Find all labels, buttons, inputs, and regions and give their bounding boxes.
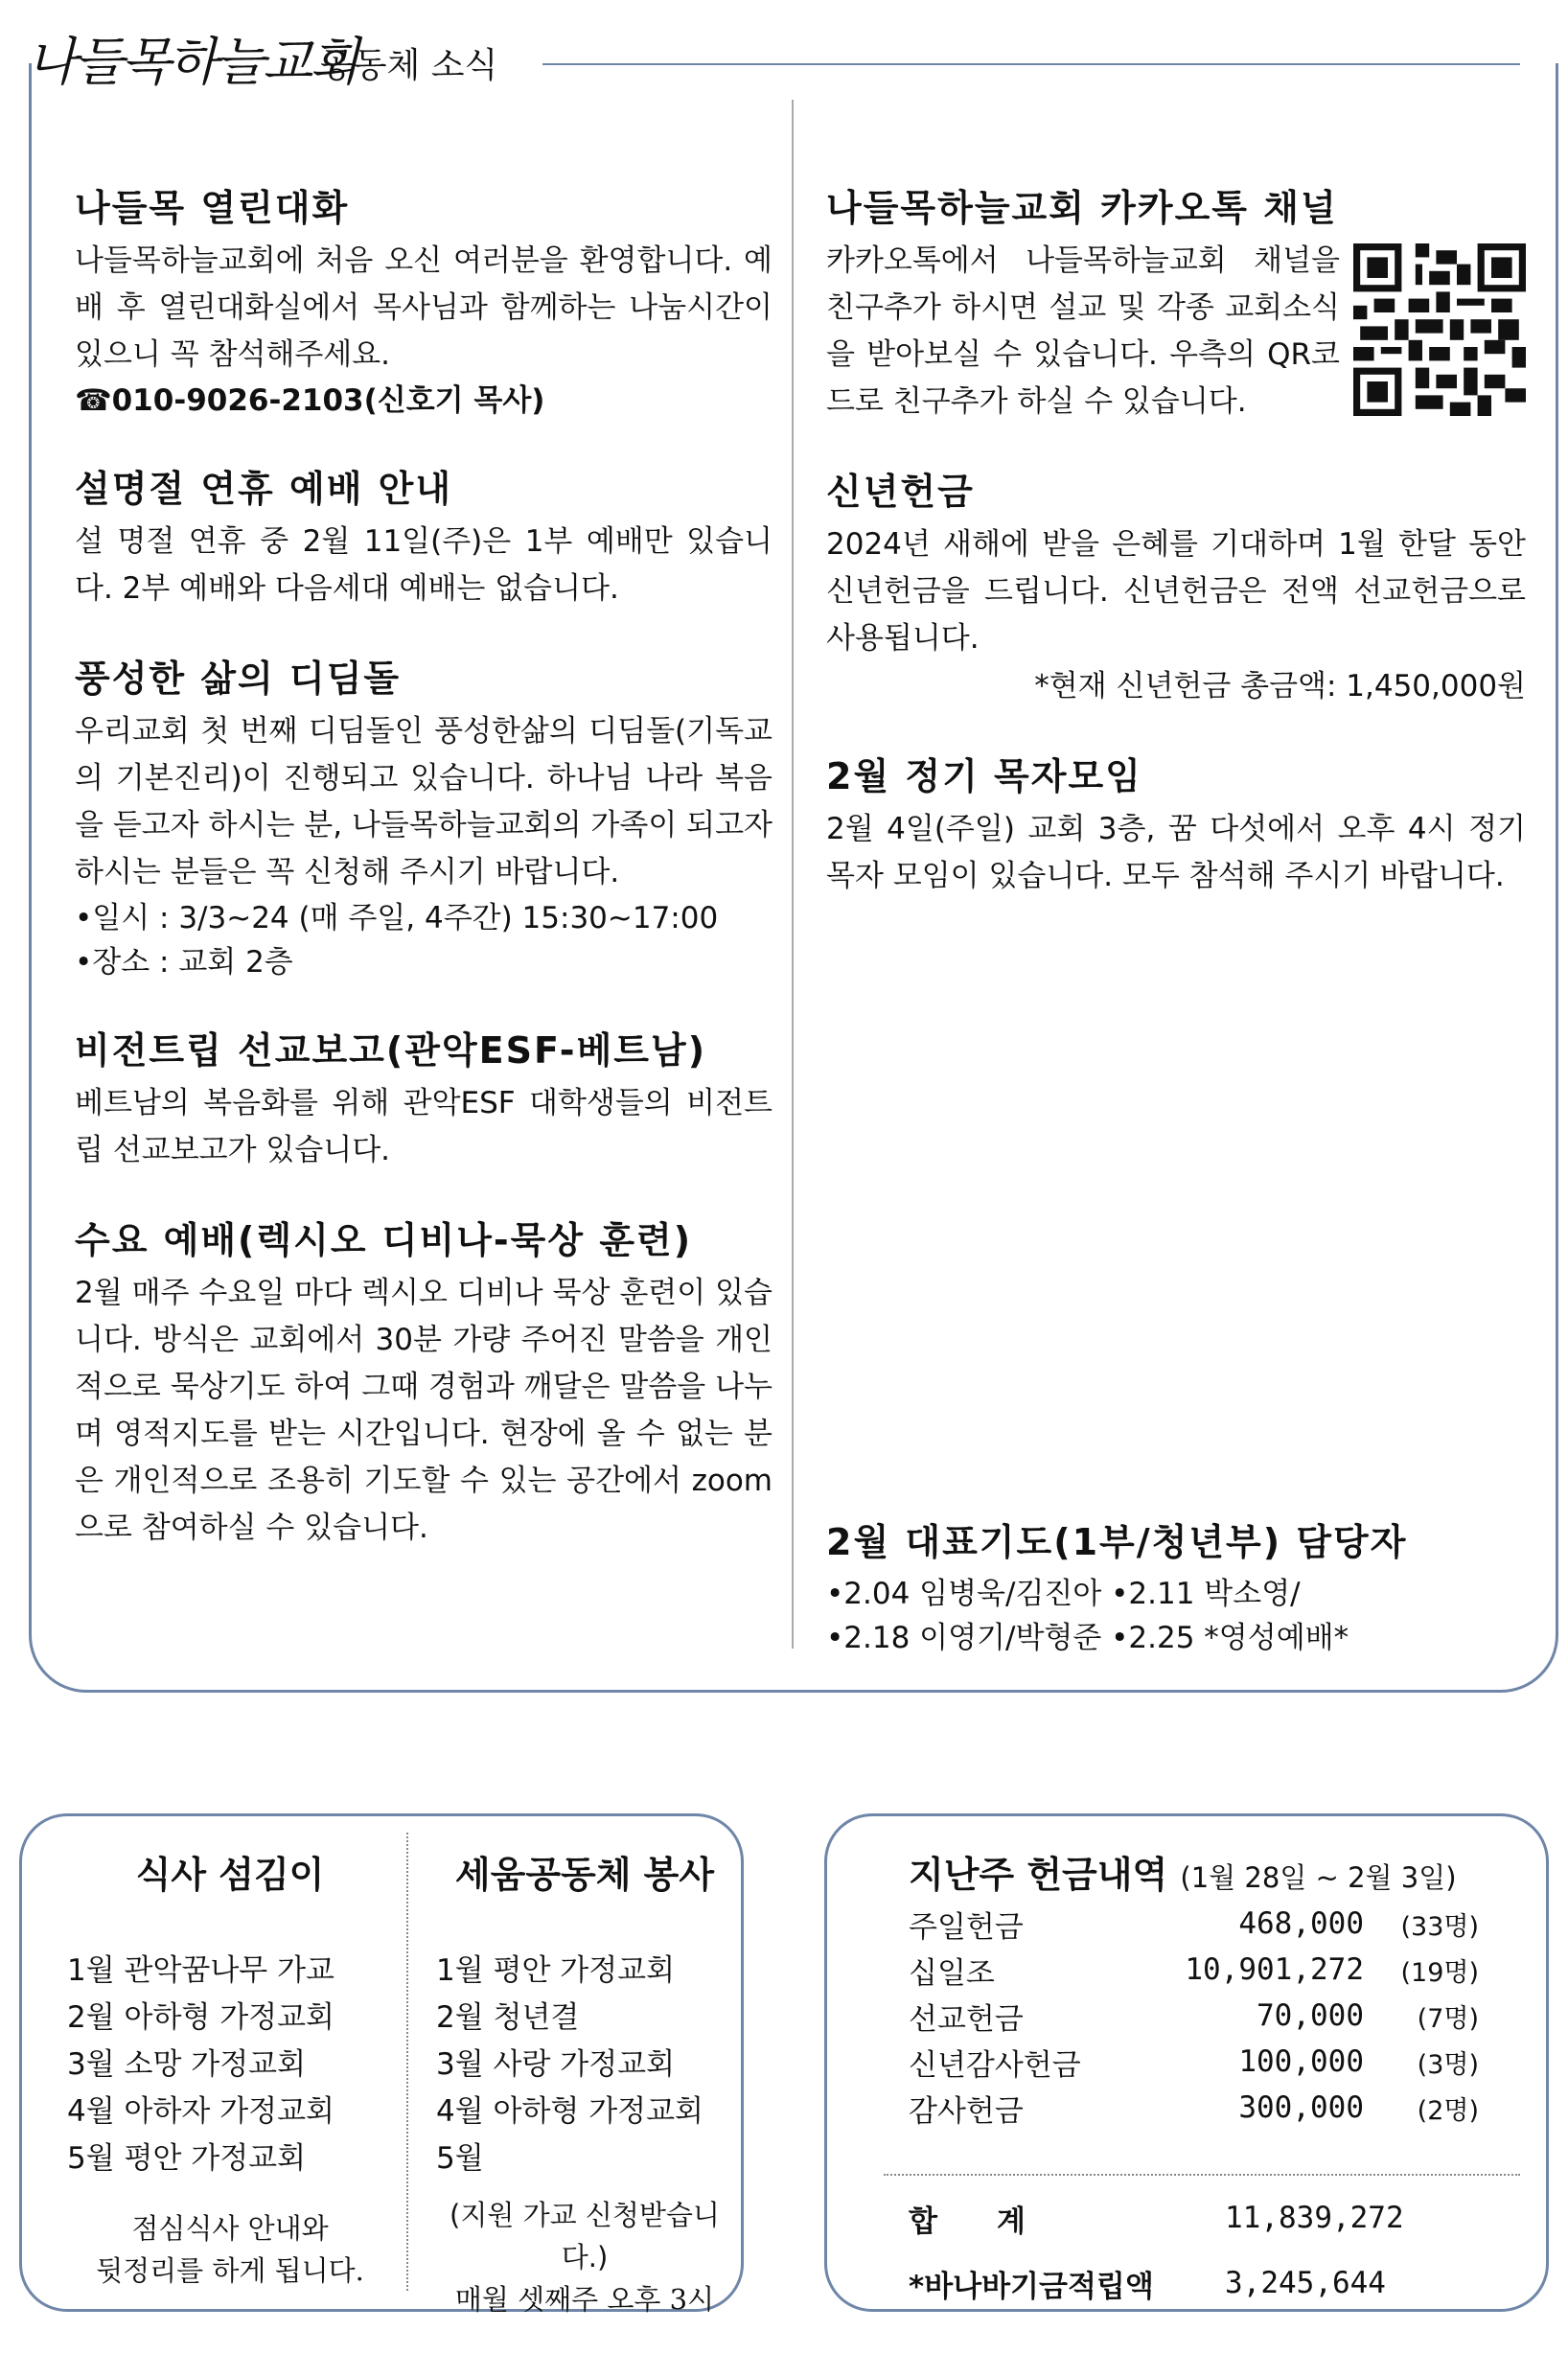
contact-phone: ☎010-9026-2103(신호기 목사) <box>75 383 545 418</box>
offering-label: 주일헌금 <box>909 1909 1024 1945</box>
list-item: 2월 청년결 <box>436 2000 580 2035</box>
meal-note: 점심식사 안내와 <box>131 2212 329 2245</box>
section-title: 나들목하늘교회 카카오톡 채널 <box>826 187 1338 229</box>
right-column <box>826 184 1526 1660</box>
section-body: 우리교회 첫 번째 디딤돌인 풍성한삶의 디딤돌(기독교의 기본진리)이 진행되고 있습니다. 하나님 나라 복음을 듣고자 하시는 분, 나들목하늘교회의 가족이 되고자 하시는 분들은 꼭 신청해 주시기 바랍니다. <box>75 714 772 889</box>
total-amount: 11,839,272 <box>1225 2201 1404 2235</box>
offering-count: (2명) <box>1417 2095 1479 2126</box>
offering-label: 십일조 <box>909 1955 995 1991</box>
banana-row <box>909 2250 1522 2316</box>
list-item: 4월 아하자 가정교회 <box>67 2094 334 2129</box>
list-item: 3월 소망 가정교회 <box>67 2047 307 2082</box>
banana-amount: 3,245,644 <box>1225 2266 1386 2300</box>
section-stepping-stone <box>75 655 772 984</box>
meal-title: 식사 섬김이 <box>135 1854 325 1896</box>
service-note: (지원 가교 신청받습니다.) <box>450 2199 720 2273</box>
column-divider <box>792 100 794 1649</box>
section-title: 설명절 연휴 예배 안내 <box>75 468 453 510</box>
offering-count: (7명) <box>1417 2003 1479 2034</box>
section-kakao-channel <box>826 184 1526 426</box>
section-title: 2월 정기 목자모임 <box>826 755 1142 797</box>
prayer-line: •2.18 이영기/박형준 •2.25 *영성예배* <box>826 1621 1349 1655</box>
offering-amount: 100,000 <box>1238 2044 1364 2079</box>
meal-column <box>67 1845 393 2292</box>
offering-label: 선교헌금 <box>909 2001 1024 2037</box>
section-open-talk <box>75 184 772 423</box>
prayer-line: •2.04 임병욱/김진아 •2.11 박소영/ <box>826 1577 1301 1611</box>
service-box-divider <box>406 1833 408 2291</box>
offering-totals <box>909 2185 1522 2316</box>
list-item: 1월 관악꿈나무 가교 <box>67 1953 334 1988</box>
header-title: 공동체 소식 <box>320 46 498 85</box>
offering-amount: 10,901,272 <box>1185 1952 1364 1987</box>
total-label: 합 계 <box>909 2204 1026 2239</box>
list-item: 5월 <box>436 2141 484 2176</box>
section-prayer-leaders <box>826 1518 1526 1660</box>
kakao-content <box>826 238 1526 426</box>
list-item: 3월 사랑 가정교회 <box>436 2047 676 2082</box>
offering-title <box>909 1845 1457 1898</box>
table-row <box>909 2085 1522 2131</box>
offering-count: (19명) <box>1400 1957 1479 1988</box>
offering-separator <box>884 2174 1520 2176</box>
schedule-place: •장소 : 교회 2층 <box>75 945 293 980</box>
section-body: 베트남의 복음화를 위해 관악ESF 대학생들의 비전트립 선교보고가 있습니다. <box>75 1086 772 1167</box>
service-note: 매월 셋째주 오후 3시 <box>454 2283 715 2316</box>
table-row <box>909 1993 1522 2039</box>
church-logo: 나들목하늘교회 <box>27 32 357 92</box>
section-title: 비전트립 선교보고(관악ESF-베트남) <box>75 1029 707 1072</box>
schedule-time: •일시 : 3/3~24 (매 주일, 4주간) 15:30~17:00 <box>75 901 719 935</box>
section-body: 2024년 새해에 받을 은혜를 기대하며 1월 한달 동안 신년헌금을 드립니다. 신년헌금은 전액 선교헌금으로 사용됩니다. <box>826 527 1526 656</box>
list-item: 4월 아하형 가정교회 <box>436 2094 703 2129</box>
offering-count: (3명) <box>1417 2049 1479 2080</box>
section-title: 풍성한 삶의 디딤돌 <box>75 658 402 700</box>
offering-count: (33명) <box>1400 1911 1479 1942</box>
service-title: 세움공동체 봉사 <box>454 1854 715 1896</box>
section-body: 설 명절 연휴 중 2월 11일(주)은 1부 예배만 있습니다. 2부 예배와 다음세대 예배는 없습니다. <box>75 524 772 606</box>
offering-amount: 300,000 <box>1238 2090 1364 2125</box>
meal-note: 뒷정리를 하게 됩니다. <box>96 2254 364 2287</box>
list-item: 2월 아하형 가정교회 <box>67 2000 334 2035</box>
offering-amount: 468,000 <box>1238 1906 1364 1941</box>
table-row <box>909 1947 1522 1993</box>
section-vision-trip <box>75 1027 772 1174</box>
table-row <box>909 2039 1522 2085</box>
left-column <box>75 184 772 1594</box>
section-title: 나들목 열린대화 <box>75 187 350 229</box>
section-body: 카카오톡에서 나들목하늘교회 채널을 친구추가 하시면 설교 및 각종 교회소식을 받아보실 수 있습니다. 우측의 QR코드로 친구추가 하실 수 있습니다. <box>826 243 1340 419</box>
offering-label: 감사헌금 <box>909 2093 1024 2129</box>
offering-total-note: *현재 신년헌금 총금액: 1,450,000원 <box>1034 669 1526 704</box>
offering-label: 신년감사헌금 <box>909 2047 1081 2083</box>
list-item: 1월 평안 가정교회 <box>436 1953 676 1988</box>
section-body: 2월 매주 수요일 마다 렉시오 디비나 묵상 훈련이 있습니다. 방식은 교회에서 30분 가량 주어진 말씀을 개인적으로 묵상기도 하여 그때 경험과 깨달은 말씀을 나누며 영적지도를 받는 시간입니다. 현장에 올 수 없는 분은 개인적으로 조용히 기도할 수 있는 공간에서 zoom으로 참여하실 수 있습니다. <box>75 1276 772 1545</box>
section-title: 2월 대표기도(1부/청년부) 담당자 <box>826 1521 1408 1563</box>
section-holiday-service <box>75 465 772 612</box>
total-row <box>909 2185 1522 2250</box>
section-title: 수요 예배(렉시오 디비나-묵상 훈련) <box>75 1219 693 1261</box>
offering-amount: 70,000 <box>1257 1998 1364 2033</box>
table-row <box>909 1901 1522 1947</box>
offering-title-text: 지난주 헌금내역 <box>909 1854 1168 1896</box>
banana-label: *바나바기금적립액 <box>909 2269 1154 2304</box>
qr-code-icon[interactable] <box>1353 243 1526 416</box>
section-newyear-offering <box>826 468 1526 710</box>
offering-period: (1월 28일 ~ 2월 3일) <box>1180 1861 1457 1894</box>
list-item: 5월 평안 가정교회 <box>67 2141 307 2176</box>
section-body: 2월 4일(주일) 교회 3층, 꿈 다섯에서 오후 4시 정기 목자 모임이 있습니다. 모두 참석해 주시기 바랍니다. <box>826 812 1526 893</box>
section-title: 신년헌금 <box>826 471 975 513</box>
section-body: 나들목하늘교회에 처음 오신 여러분을 환영합니다. 예배 후 열린대화실에서 목사님과 함께하는 나눔시간이 있으니 꼭 참석해주세요. <box>75 243 772 372</box>
service-column <box>436 1845 733 2320</box>
offering-table <box>909 1901 1522 2131</box>
section-shepherd-meeting <box>826 752 1526 900</box>
section-wednesday-service <box>75 1216 772 1552</box>
